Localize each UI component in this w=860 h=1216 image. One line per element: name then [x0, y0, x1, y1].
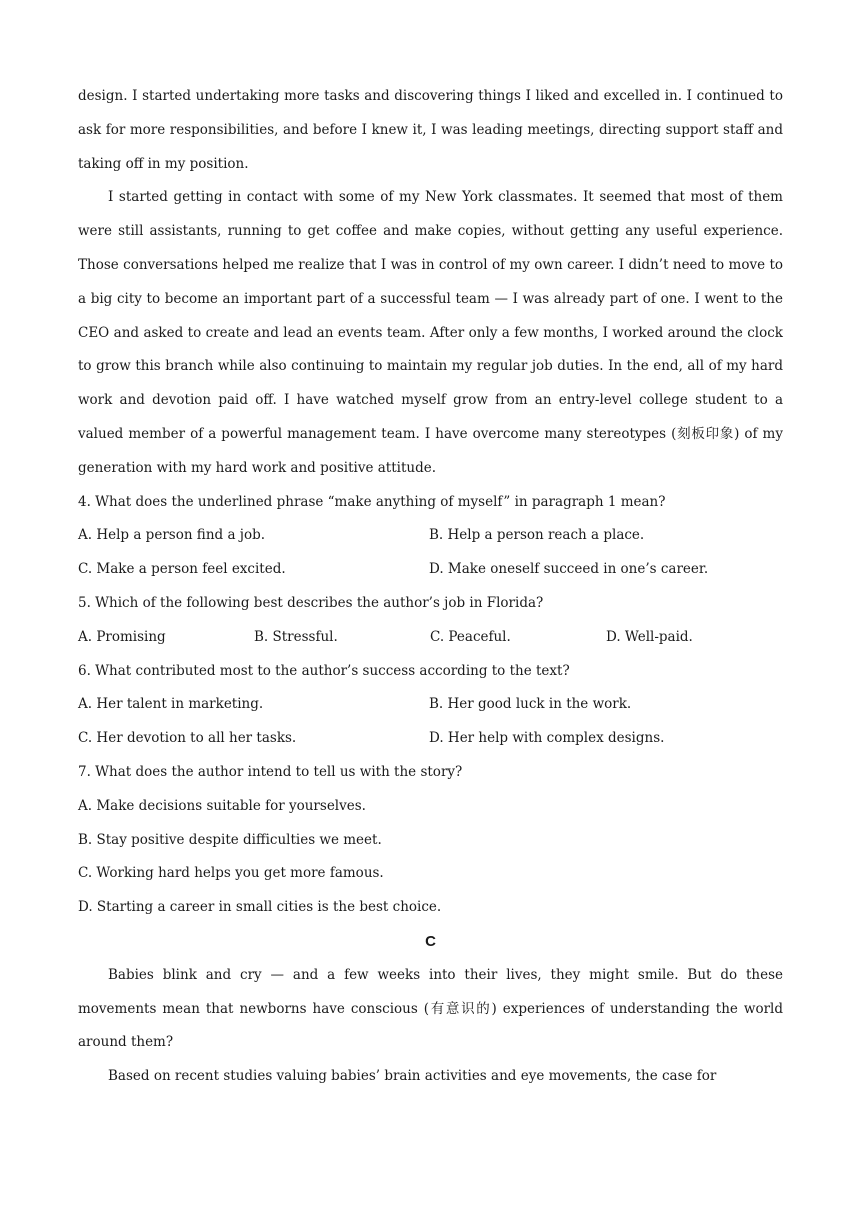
question-7-option-c: C. Working hard helps you get more famous. — [78, 865, 384, 882]
question-5-stem: 5. Which of the following best describes the author’s job in Florida? — [78, 594, 544, 611]
question-7-option-a: A. Make decisions suitable for yourselves. — [78, 797, 366, 814]
question-6-option-a: A. Her talent in marketing. — [78, 696, 264, 713]
question-6-options-row-1 — [78, 688, 783, 722]
question-4-options-row-2 — [78, 553, 783, 587]
question-4-stem: 4. What does the underlined phrase “make anything of myself” in paragraph 1 mean? — [78, 493, 666, 510]
passage-c-paragraph-2: Based on recent studies valuing babies’ brain activities and eye movements, the case for — [108, 1068, 717, 1085]
question-4-option-a: A. Help a person find a job. — [78, 527, 266, 544]
question-5-options-row — [78, 621, 783, 655]
question-5-option-d: D. Well-paid. — [606, 628, 693, 645]
question-6-option-c: C. Her devotion to all her tasks. — [78, 730, 297, 747]
question-6-option-d: D. Her help with complex designs. — [429, 730, 665, 747]
question-4-options-row-1 — [78, 519, 783, 553]
passage-b-paragraph-continued: design. I started undertaking more tasks and discovering things I liked and excelled in. I continued to ask for more responsibilities, and before I knew it, I was leading meetings, directing support staff and taking off in my position. — [78, 88, 783, 172]
question-7-option-b: B. Stay positive despite difficulties we meet. — [78, 831, 382, 848]
question-5-option-a: A. Promising — [78, 628, 166, 645]
question-6-option-b: B. Her good luck in the work. — [429, 696, 632, 713]
question-4-option-d: D. Make oneself succeed in one’s career. — [429, 561, 709, 578]
question-4-option-c: C. Make a person feel excited. — [78, 561, 286, 578]
question-7-stem: 7. What does the author intend to tell us with the story? — [78, 763, 463, 780]
question-7-option-d: D. Starting a career in small cities is the best choice. — [78, 899, 442, 916]
question-6-options-row-2 — [78, 722, 783, 756]
question-5-option-c: C. Peaceful. — [430, 628, 511, 645]
exam-content — [78, 80, 783, 1094]
question-6-stem: 6. What contributed most to the author’s success according to the text? — [78, 662, 570, 679]
question-4-option-b: B. Help a person reach a place. — [429, 527, 645, 544]
passage-b-paragraph-2: I started getting in contact with some of my New York classmates. It seemed that most of them were still assistants, running to get coffee and make copies, without getting any useful experience. Those conversations helped me realize that I was in control of my own career. I didn’t need to move to a big city to become an important part of a successful team — I was already part of one. I went to the CEO and asked to create and lead an events team. After only a few months, I worked around the clock to grow this branch while also continuing to maintain my regular job duties. In the end, all of my hard work and devotion paid off. I have watched myself grow from an entry-level college student to a valued member of a powerful management team. I have overcome many stereotypes (刻板印象) of my generation with my hard work and positive attitude. — [78, 189, 783, 476]
passage-c-paragraph-1: Babies blink and cry — and a few weeks into their lives, they might smile. But do these movements mean that newborns have conscious (有意识的) experiences of understanding the world around them? — [78, 966, 783, 1051]
passage-c-heading: C — [425, 932, 436, 950]
question-5-option-b: B. Stressful. — [254, 628, 338, 645]
